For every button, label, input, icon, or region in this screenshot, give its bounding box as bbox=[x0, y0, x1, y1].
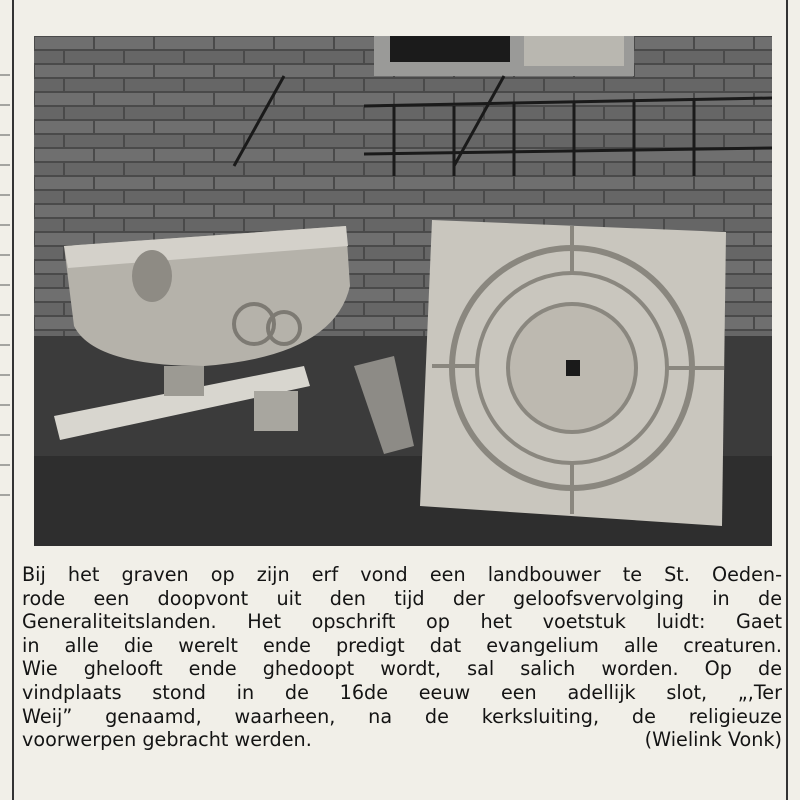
photo-credit: (Wielink Vonk) bbox=[644, 728, 782, 752]
caption-line: voorwerpen gebracht werden. bbox=[22, 728, 312, 752]
caption-line: Weij” genaamd, waarheen, na de kerksluiting, de religieuze bbox=[22, 704, 782, 728]
photo-caption bbox=[22, 563, 782, 752]
caption-line: Generaliteitslanden. Het opschrift op het voetstuk luidt: Gaet bbox=[22, 610, 782, 634]
column-rule-left bbox=[12, 0, 14, 800]
caption-line: Bij het graven op zijn erf vond een landbouwer te St. Oeden- bbox=[22, 563, 782, 586]
column-rule-right bbox=[786, 0, 788, 800]
news-photo bbox=[34, 36, 772, 546]
photo-illustration bbox=[34, 36, 772, 546]
caption-line: vindplaats stond in de 16de eeuw een adellijk slot, „,Ter bbox=[22, 680, 782, 704]
caption-last-line bbox=[22, 728, 782, 752]
caption-line: rode een doopvont uit den tijd der geloofsvervolging in de bbox=[22, 586, 782, 610]
caption-line: in alle die werelt ende predigt dat evangelium alle creaturen. bbox=[22, 633, 782, 657]
caption-line: Wie ghelooft ende ghedoopt wordt, sal salich worden. Op de bbox=[22, 657, 782, 681]
inscribed-pedestal-slab bbox=[420, 220, 726, 526]
adjacent-column-fragment bbox=[0, 60, 10, 500]
